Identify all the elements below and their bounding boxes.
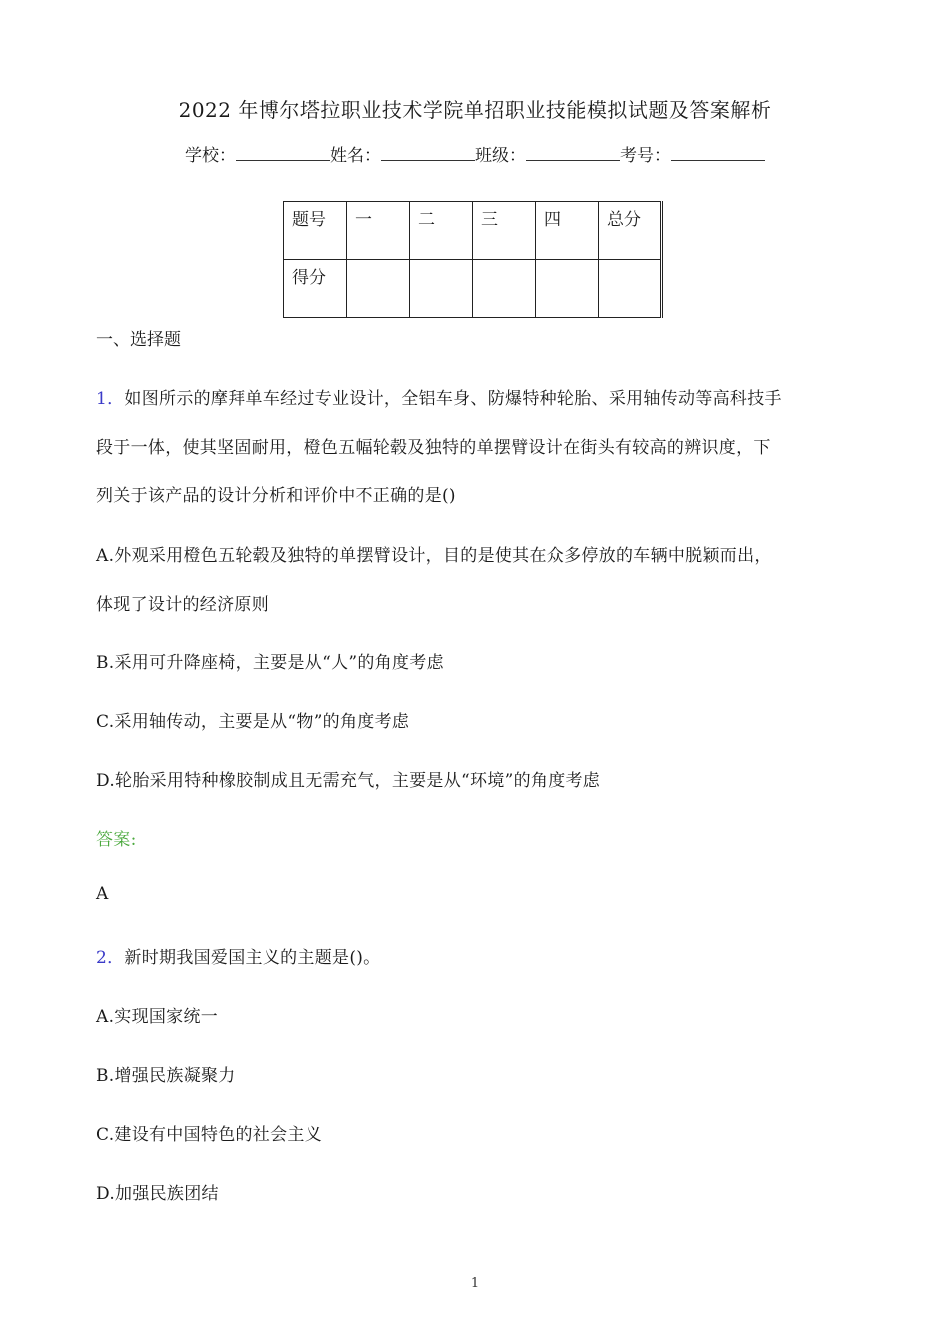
header-cell: 一 [347, 202, 410, 260]
header-cell: 四 [536, 202, 599, 260]
question-2-option-d: D.加强民族团结 [96, 1184, 219, 1204]
question-1-stem-line-1: 1．如图所示的摩拜单车经过专业设计，全铝车身、防爆特种轮胎、采用轴传动等高科技手 [96, 389, 782, 409]
score-cell [536, 260, 599, 318]
score-row-label: 得分 [284, 260, 347, 318]
section-title: 一、选择题 [96, 330, 181, 350]
name-blank [381, 145, 475, 161]
question-2-option-c: C.建设有中国特色的社会主义 [96, 1125, 323, 1145]
score-cell [347, 260, 410, 318]
name-label: 姓名： [330, 146, 381, 166]
score-table-score-row [284, 260, 662, 318]
answer-label: 答案: [96, 830, 137, 850]
score-cell [410, 260, 473, 318]
question-1-option-c: C.采用轴传动，主要是从“物”的角度考虑 [96, 712, 410, 732]
question-1-option-b: B.采用可升降座椅，主要是从“人”的角度考虑 [96, 653, 444, 673]
score-table-header-row [284, 202, 662, 260]
school-label: 学校： [185, 146, 236, 166]
score-table [283, 201, 663, 318]
question-2-option-a: A.实现国家统一 [96, 1007, 219, 1027]
page-number: 1 [470, 1276, 480, 1291]
student-info-line [0, 141, 950, 166]
question-2-option-b: B.增强民族凝聚力 [96, 1066, 236, 1086]
question-1-stem-line-2: 段于一体，使其坚固耐用，橙色五幅轮毂及独特的单摆臂设计在街头有较高的辨识度，下 [96, 438, 771, 458]
question-1-option-a-line-2: 体现了设计的经济原则 [96, 595, 269, 615]
header-cell: 二 [410, 202, 473, 260]
header-cell: 总分 [599, 202, 662, 260]
document-title: 2022 年博尔塔拉职业技术学院单招职业技能模拟试题及答案解析 [178, 98, 772, 122]
answer-value: A [96, 884, 109, 904]
question-1-option-d: D.轮胎采用特种橡胶制成且无需充气，主要是从“环境”的角度考虑 [96, 771, 601, 791]
exam-number-label: 考号： [620, 146, 671, 166]
score-cell [473, 260, 536, 318]
score-cell [599, 260, 662, 318]
exam-number-blank [671, 145, 765, 161]
question-number: 1． [96, 389, 125, 409]
header-cell: 题号 [284, 202, 347, 260]
question-1-stem-line-3: 列关于该产品的设计分析和评价中不正确的是() [96, 486, 456, 506]
class-label: 班级： [475, 146, 526, 166]
header-cell: 三 [473, 202, 536, 260]
question-number: 2． [96, 948, 125, 968]
question-1-option-a-line-1: A.外观采用橙色五轮毂及独特的单摆臂设计，目的是使其在众多停放的车辆中脱颖而出， [96, 546, 772, 566]
question-2-stem: 2．新时期我国爱国主义的主题是()。 [96, 948, 381, 968]
school-blank [236, 145, 330, 161]
class-blank [526, 145, 620, 161]
